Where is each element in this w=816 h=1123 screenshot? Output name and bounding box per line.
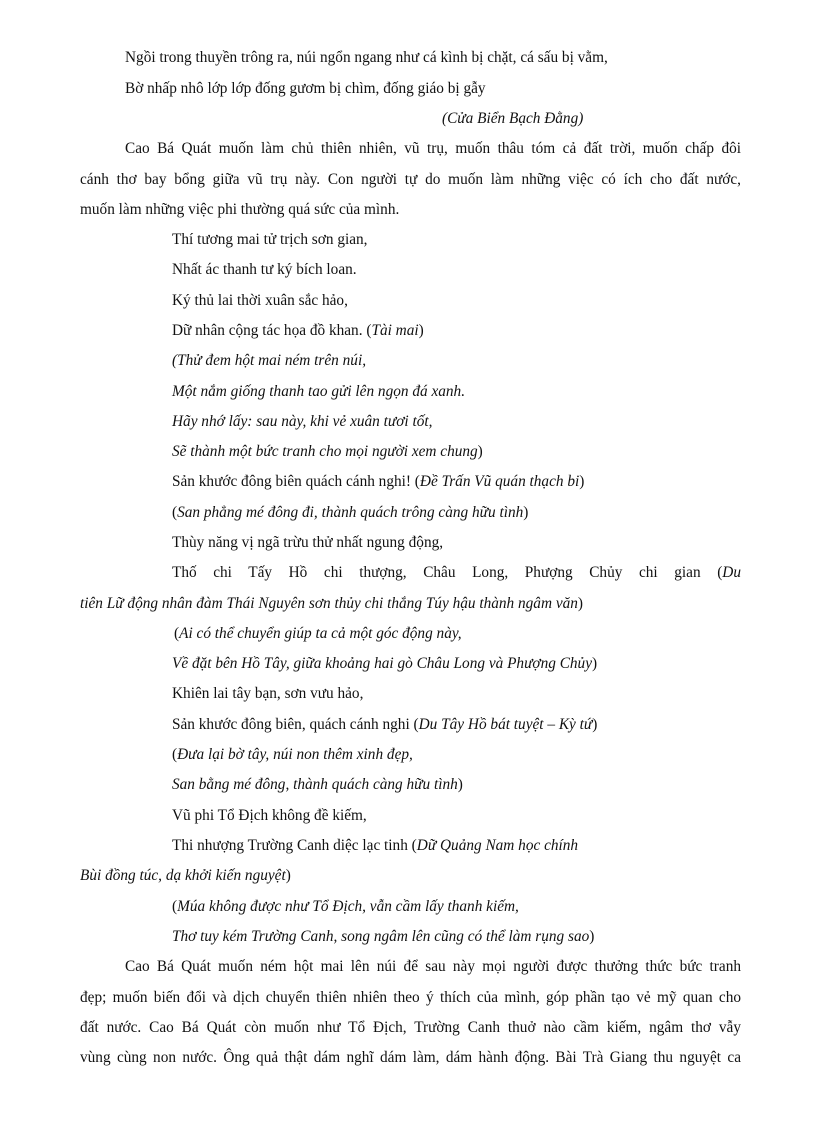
- translation-line: [172, 654, 597, 674]
- translation-close: ): [457, 776, 463, 793]
- translation-line: [174, 624, 462, 644]
- verse-text: Dữ nhân cộng tác họa đồ khan. (: [172, 322, 372, 339]
- translation-line: [172, 503, 528, 523]
- quote-line-1: Ngồi trong thuyền trông ra, núi ngổn ngang như cá kình bị chặt, cá sấu bị vằm,: [125, 49, 608, 66]
- verse-text: Thố chi Tấy Hồ chi thượng, Châu Long, Phượng Chủy chi gian (: [172, 564, 723, 581]
- translation-close: ): [589, 928, 595, 945]
- paragraph-2-line-1: Cao Bá Quát muốn ném hột mai lên núi để sau này mọi người được thưởng thức bức tranh: [125, 958, 741, 975]
- verse-text: Sản khước đông biên quách cánh nghi! (: [172, 473, 420, 490]
- translation-text: Sẽ thành một bức tranh cho mọi người xem chung: [172, 443, 478, 460]
- verse-source: Tài mai: [371, 322, 419, 339]
- translation-text: Thơ tuy kém Trường Canh, song ngâm lên cũng có thể làm rụng sao: [172, 928, 590, 945]
- quote-line-2: Bờ nhấp nhô lớp lớp đống gươm bị chìm, đống giáo bị gẫy: [125, 80, 486, 97]
- translation-text: Ai có thể chuyển giúp ta cả một góc động này,: [179, 625, 462, 642]
- verse-close: ): [579, 473, 585, 490]
- verse-source: Đề Trấn Vũ quán thạch bi: [419, 473, 580, 490]
- translation-text: Đưa lại bờ tây, núi non thêm xinh đẹp,: [177, 746, 413, 763]
- verse-close: ): [418, 322, 424, 339]
- translation-open: (: [172, 504, 178, 521]
- verse-close: ): [577, 595, 584, 612]
- verse-source: Dữ Quảng Nam học chính: [416, 837, 579, 854]
- verse-line: Ký thủ lai thời xuân sắc hảo,: [172, 292, 348, 309]
- paragraph-1-line-2: cánh thơ bay bổng giữa vũ trụ này. Con người tự do muốn làm những việc có ích cho đất nước,: [80, 171, 741, 188]
- translation-open: (: [172, 898, 178, 915]
- verse-line: Thí tương mai tử trịch sơn gian,: [172, 231, 368, 248]
- verse-text: Thi nhượng Trường Canh diệc lạc tinh (: [172, 837, 417, 854]
- verse-line-continued: [80, 594, 583, 614]
- translation-close: ): [592, 655, 598, 672]
- translation-close: ): [477, 443, 483, 460]
- translation-text: San phẳng mé đông đi, thành quách trông càng hữu tình: [177, 504, 524, 521]
- verse-line: [172, 321, 424, 341]
- verse-line: [172, 836, 578, 856]
- translation-line: [172, 745, 413, 765]
- translation-line: [172, 897, 519, 917]
- translation-open: (: [174, 625, 180, 642]
- paragraph-1-line-3: muốn làm những việc phi thường quá sức của mình.: [80, 201, 400, 218]
- verse-close: ): [592, 716, 598, 733]
- translation-text: Múa không được như Tổ Địch, vẫn cầm lấy thanh kiếm,: [177, 898, 519, 915]
- verse-line: Vũ phi Tổ Địch không đề kiếm,: [172, 807, 367, 824]
- paragraph-2-line-4: vùng cùng non nước. Ông quả thật dám nghĩ dám làm, dám hành động. Bài Trà Giang thu nguyệt ca: [80, 1049, 741, 1066]
- translation-line: (Thử đem hột mai ném trên núi,: [172, 352, 367, 369]
- quote-source: (Cửa Biển Bạch Đằng): [442, 110, 584, 127]
- translation-close: ): [523, 504, 529, 521]
- translation-line: Một nắm giống thanh tao gửi lên ngọn đá xanh.: [172, 383, 466, 400]
- verse-line: Thùy năng vị ngã trừu thử nhất ngung động,: [172, 534, 444, 551]
- verse-source: Du Tây Hồ bát tuyệt – Kỳ tứ: [418, 716, 593, 733]
- translation-open: (: [172, 746, 178, 763]
- translation-line: [172, 927, 594, 947]
- translation-line: Hãy nhớ lấy: sau này, khi vẻ xuân tươi tốt,: [172, 413, 433, 430]
- translation-line: [172, 442, 483, 462]
- verse-line: [172, 715, 597, 735]
- verse-line: Khiên lai tây bạn, sơn vưu hảo,: [172, 685, 364, 702]
- verse-text: Sản khước đông biên, quách cánh nghi (: [172, 716, 419, 733]
- paragraph-1-line-1: Cao Bá Quát muốn làm chủ thiên nhiên, vũ trụ, muốn thâu tóm cả đất trời, muốn chấp đôi: [125, 140, 741, 157]
- verse-line-continued: [80, 866, 291, 886]
- translation-text: San bằng mé đông, thành quách càng hữu tình: [172, 776, 458, 793]
- translation-line: [172, 775, 463, 795]
- verse-source: Bùi đồng túc, dạ khởi kiến nguyệt: [80, 867, 286, 884]
- translation-text: Về đặt bên Hồ Tây, giữa khoảng hai gò Châu Long và Phượng Chủy: [172, 655, 592, 672]
- verse-close: ): [285, 867, 291, 884]
- paragraph-2-line-3: đất nước. Cao Bá Quát còn muốn như Tổ Địch, Trường Canh thuở nào cầm kiếm, ngâm thơ vẫy: [80, 1019, 741, 1036]
- verse-source: Du: [722, 564, 741, 581]
- verse-line: Nhất ác thanh tư ký bích loan.: [172, 261, 357, 278]
- paragraph-2-line-2: đẹp; muốn biến đổi và dịch chuyển thiên nhiên theo ý thích của mình, góp phần tạo vẻ mỹ quan cho: [80, 989, 741, 1006]
- verse-line: [172, 472, 584, 492]
- verse-line: [172, 563, 741, 583]
- verse-source: tiên Lữ động nhân đàm Thái Nguyên sơn thủy chi thắng Túy hậu thành ngâm văn: [80, 595, 578, 612]
